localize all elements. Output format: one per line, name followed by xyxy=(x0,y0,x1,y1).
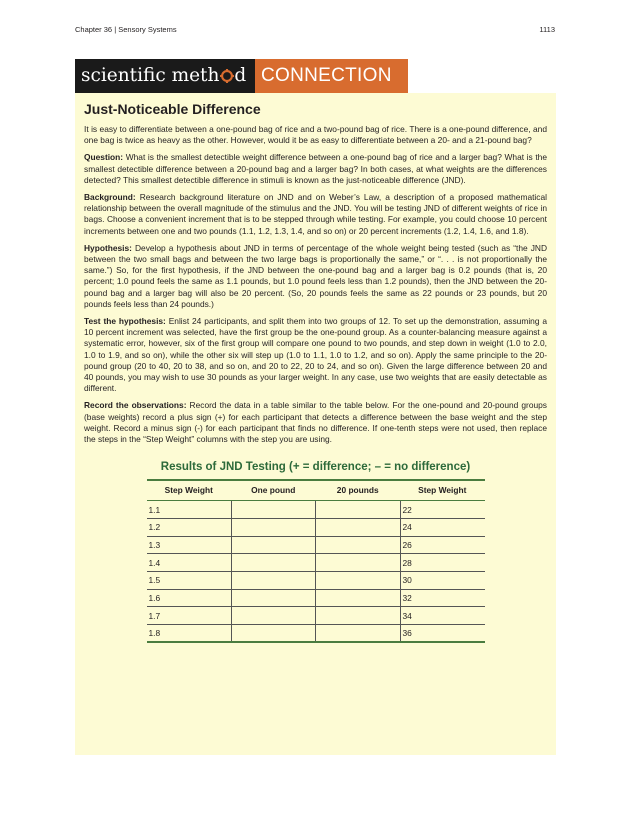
table-cell xyxy=(231,554,316,572)
test-label: Test the hypothesis: xyxy=(84,316,166,327)
record-text: Record the data in a table similar to the table below. For the one-pound and 20-pound groups (base weights) record a plus sign (+) for each participant that detects a difference between the base weight and the step weight. Record a minus sign (-) for each participant that finds no difference. If one-tenth steps were not used, then replace the steps in the “Step Weight” columns with the step you are using. xyxy=(84,400,547,445)
feature-banner xyxy=(75,59,408,93)
table-cell xyxy=(231,501,316,519)
table-cell xyxy=(231,625,316,643)
table-row xyxy=(147,589,485,607)
table-cell xyxy=(231,589,316,607)
table-cell xyxy=(316,518,401,536)
table-cell xyxy=(231,518,316,536)
banner-left xyxy=(75,59,255,93)
table-cell: 30 xyxy=(400,572,485,590)
table-cell: 32 xyxy=(400,589,485,607)
background-text: Research background literature on JND and on Weber’s Law, a description of a proposed mathematical relationship between the overall magnitude of the stimulus and the JND. You will be testing JND of different weights of rice in bags. Choose a convenient increment that is to be stepped through while testing. For example, you could choose 10 percent increments between one and two pounds (1.1, 1.2, 1.3, 1.4, and so on) or 20 percent increments (1.2, 1.4, 1.6, and 1.8). xyxy=(84,192,547,236)
column-header: 20 pounds xyxy=(316,480,401,501)
table-cell: 22 xyxy=(400,501,485,519)
question-text: What is the smallest detectible weight difference between a one-pound bag of rice and a larger bag? What is the smallest detectible difference between a 20-pound bag and a larger bag? In both cases, at what weights are the differences detected? This smallest detectible difference in stimuli is known as the just-noticeable difference (JND). xyxy=(84,152,547,185)
table-cell xyxy=(231,572,316,590)
table-cell: 1.5 xyxy=(147,572,232,590)
table-row xyxy=(147,554,485,572)
test-text: Enlist 24 participants, and split them into two groups of 12. To set up the demonstration, assuming a 10 percent increment was selected, have the first group be the one-pound group. As a counter-balancing measure against a systematic error, however, six of the first group will compare one pound to two pounds, and step down in weight (1.0 to 2.0, 1.0 to 1.9, and so on), while the other six will step up (1.0 to 1.1, 1.0 to 1.2, and so on). Apply the same principle to the 20-pound group (20 to 40, 20 to 38, and so on, and 20 to 22, 20 to 24, and so on). Given the large difference between 20 and 40 pounds, you may wish to use 30 pounds as your larger weight. In any case, use two weights that are easily detectable as different. xyxy=(84,316,547,394)
table-cell xyxy=(316,589,401,607)
table-cell xyxy=(231,536,316,554)
background-label: Background: xyxy=(84,192,136,203)
table-cell xyxy=(231,607,316,625)
table-cell: 1.8 xyxy=(147,625,232,643)
gear-o-icon xyxy=(220,69,234,83)
question-paragraph xyxy=(84,152,547,186)
page-number: 1113 xyxy=(539,25,555,34)
column-header: One pound xyxy=(231,480,316,501)
table-cell xyxy=(316,572,401,590)
column-header: Step Weight xyxy=(147,480,232,501)
record-label: Record the observations: xyxy=(84,400,187,411)
table-cell: 1.4 xyxy=(147,554,232,572)
column-header: Step Weight xyxy=(400,480,485,501)
table-row xyxy=(147,518,485,536)
table-cell: 1.7 xyxy=(147,607,232,625)
test-paragraph xyxy=(84,316,547,394)
table-cell: 1.2 xyxy=(147,518,232,536)
table-row xyxy=(147,607,485,625)
hypothesis-paragraph xyxy=(84,243,547,310)
table-header-row xyxy=(147,480,485,501)
table-title: Results of JND Testing (+ = difference; – = no difference) xyxy=(160,461,471,474)
record-paragraph xyxy=(84,400,547,445)
header-separator: | xyxy=(114,25,117,34)
table-cell xyxy=(316,501,401,519)
table-row xyxy=(147,625,485,643)
table-cell xyxy=(316,607,401,625)
banner-right: CONNECTION xyxy=(255,59,408,93)
banner-left-text-a: scientific meth xyxy=(81,65,220,86)
hypothesis-text: Develop a hypothesis about JND in terms of percentage of the whole weight being tested (such as “the JND between the two small bags and between the two large bags is proportionally the same,” or “. . . is not proportionally the same.”) So, for the first hypothesis, if the JND between the one-pound bag and a larger bag is 0.2 pounds (that is, 20 percent; 1.0 pound feels the same as 1.1 pounds, but 1.0 pound feels less than 1.2 pounds), then the JND between the 20-pound bag and a larger bag will also be 20 percent. (So, 20 pounds feels the same as 22 pounds or 23 pounds, but 20 pounds feels less than 24 pounds.) xyxy=(84,242,547,309)
running-head xyxy=(75,25,177,34)
table-cell xyxy=(316,554,401,572)
chapter-label: Chapter 36 xyxy=(75,25,113,34)
table-cell xyxy=(316,625,401,643)
table-row xyxy=(147,501,485,519)
table-cell: 26 xyxy=(400,536,485,554)
table-cell: 1.1 xyxy=(147,501,232,519)
section-label: Sensory Systems xyxy=(118,25,177,34)
table-cell: 1.3 xyxy=(147,536,232,554)
table-cell: 28 xyxy=(400,554,485,572)
article-title: Just-Noticeable Difference xyxy=(84,101,261,117)
hypothesis-label: Hypothesis: xyxy=(84,242,132,253)
table-cell: 36 xyxy=(400,625,485,643)
question-label: Question: xyxy=(84,152,124,163)
results-table xyxy=(147,479,485,643)
banner-left-text-b: d xyxy=(234,65,247,86)
table-cell xyxy=(316,536,401,554)
intro-paragraph: It is easy to differentiate between a one-pound bag of rice and a two-pound bag of rice. There is a one-pound difference, and one bag is twice as heavy as the other. However, would it be as easy to differentiate between a 20- and a 21-pound bag? xyxy=(84,124,547,146)
table-cell: 34 xyxy=(400,607,485,625)
table-cell: 24 xyxy=(400,518,485,536)
table-row xyxy=(147,572,485,590)
table-cell: 1.6 xyxy=(147,589,232,607)
article-panel xyxy=(75,93,556,755)
table-row xyxy=(147,536,485,554)
background-paragraph xyxy=(84,192,547,237)
